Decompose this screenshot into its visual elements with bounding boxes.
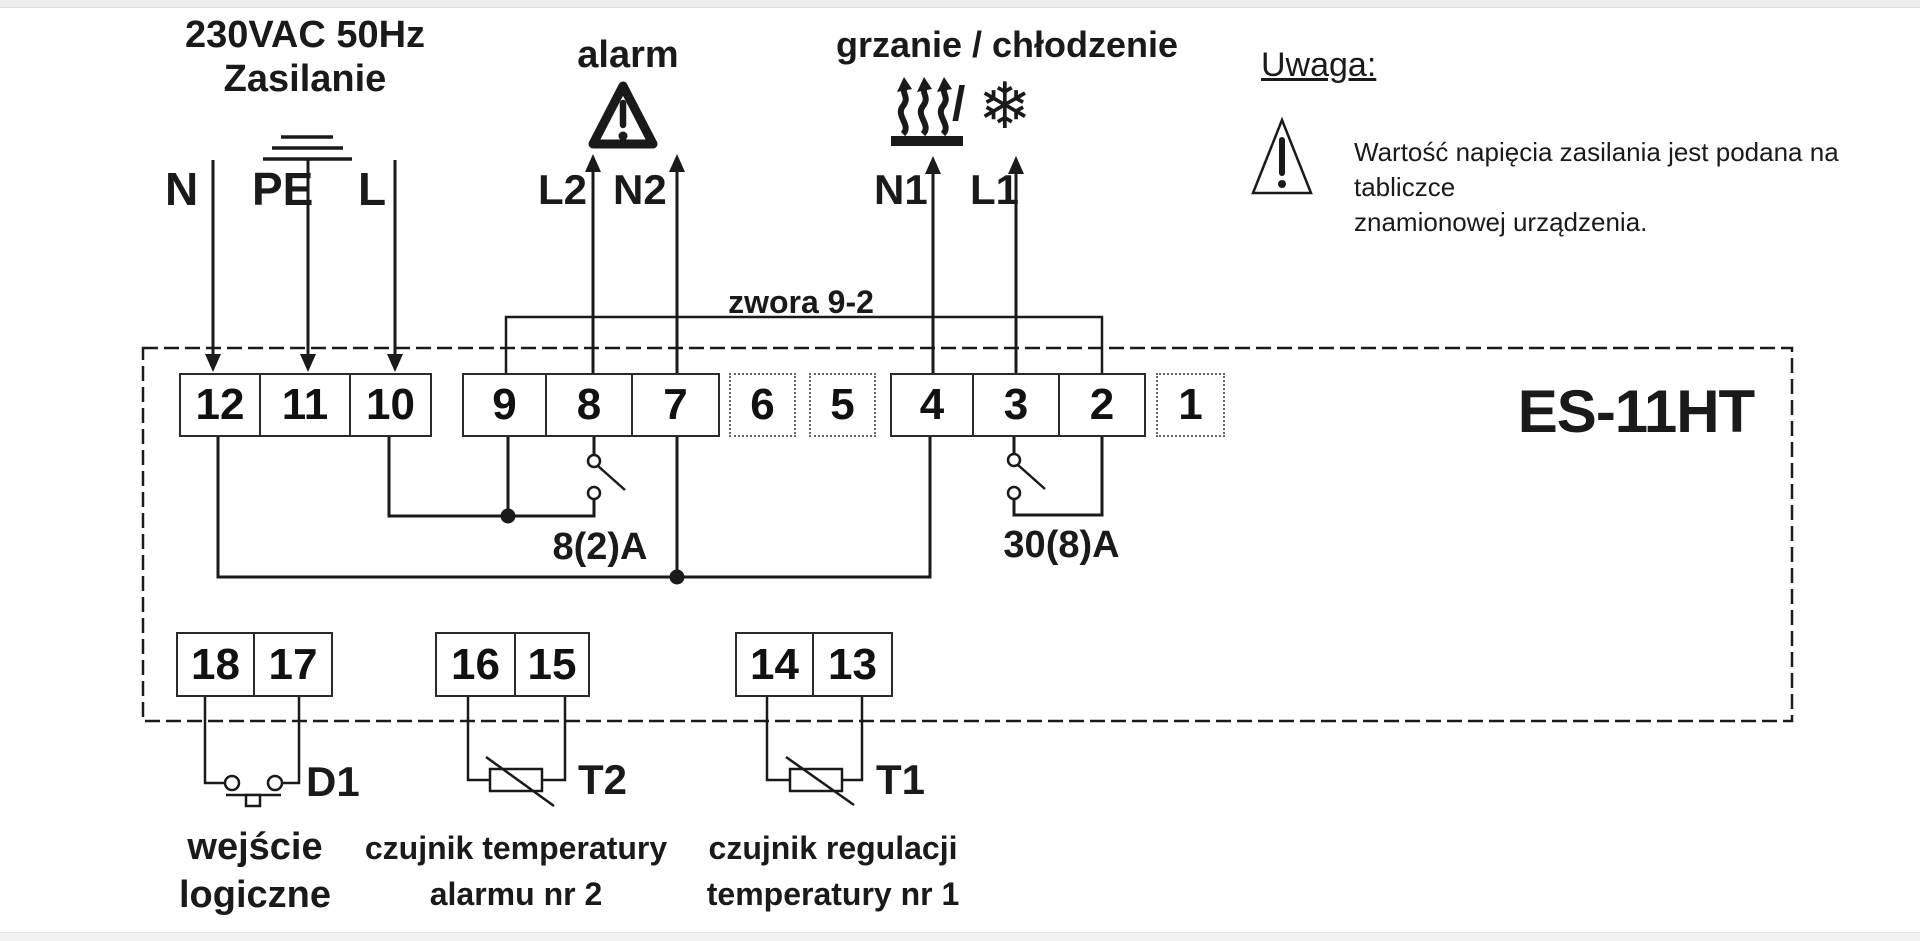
terminal-8-number: 8 bbox=[576, 380, 602, 429]
push-button-icon bbox=[225, 776, 282, 806]
terminal-18 bbox=[176, 632, 255, 697]
label-n2: N2 bbox=[613, 166, 667, 213]
terminal-5-number: 5 bbox=[830, 380, 855, 429]
terminal-6 bbox=[729, 373, 796, 437]
alarm-warning-icon bbox=[593, 86, 653, 144]
terminal-2-number: 2 bbox=[1089, 380, 1115, 429]
terminal-18-number: 18 bbox=[191, 639, 240, 689]
label-l1: L1 bbox=[970, 166, 1020, 213]
terminal-13-number: 13 bbox=[828, 639, 877, 689]
terminal-10 bbox=[349, 373, 432, 437]
terminal-7 bbox=[631, 373, 720, 437]
terminal-10-number: 10 bbox=[366, 380, 415, 429]
snowflake-icon: ❄ bbox=[978, 70, 1032, 142]
terminal-16 bbox=[435, 632, 516, 697]
logic-input-caption-line2: logiczne bbox=[178, 874, 332, 916]
alarm-relay-rating: 8(2)A bbox=[552, 526, 648, 568]
terminal-14 bbox=[735, 632, 814, 697]
power-title-line1: 230VAC 50Hz bbox=[184, 14, 426, 56]
terminal-15-number: 15 bbox=[527, 639, 577, 689]
alarm-sensor-wiring bbox=[468, 697, 565, 780]
tag-t2: T2 bbox=[578, 756, 628, 803]
terminal-16-number: 16 bbox=[451, 639, 500, 689]
thermistor-t2-icon bbox=[486, 757, 554, 806]
terminal-9 bbox=[462, 373, 547, 437]
note-title: Uwaga: bbox=[1261, 46, 1377, 84]
terminal-8 bbox=[545, 373, 633, 437]
device-model: ES-11HT bbox=[1517, 378, 1755, 445]
terminal-11 bbox=[259, 373, 351, 437]
terminal-11-number: 11 bbox=[281, 380, 329, 429]
terminal-17 bbox=[253, 632, 333, 697]
alarm-sensor-caption-line2: alarmu nr 2 bbox=[429, 876, 603, 912]
terminal-9-number: 9 bbox=[492, 380, 517, 429]
terminal-12 bbox=[179, 373, 261, 437]
heating-relay-contact bbox=[1008, 454, 1045, 499]
terminal-1 bbox=[1156, 373, 1225, 437]
power-arrowheads bbox=[205, 354, 403, 372]
jumper-label: zwora 9-2 bbox=[728, 284, 874, 320]
note-line3: znamionowej urządzenia. bbox=[1354, 207, 1648, 237]
terminal-1-number: 1 bbox=[1178, 380, 1203, 429]
power-title-line2: Zasilanie bbox=[223, 58, 387, 100]
terminal-17-number: 17 bbox=[268, 639, 318, 689]
terminal-2 bbox=[1058, 373, 1146, 437]
alarm-sensor-caption-line1: czujnik temperatury bbox=[364, 830, 668, 866]
terminal-5 bbox=[809, 373, 876, 437]
earth-icon bbox=[263, 137, 352, 159]
logic-input-wiring bbox=[205, 697, 299, 795]
jumper-wire-9-2 bbox=[506, 317, 1102, 373]
alarm-title: alarm bbox=[577, 34, 679, 76]
label-l: L bbox=[358, 163, 387, 215]
heating-relay-rating: 30(8)A bbox=[1003, 524, 1120, 566]
label-l2: L2 bbox=[538, 166, 588, 213]
terminal-15 bbox=[514, 632, 590, 697]
terminal-7-number: 7 bbox=[663, 380, 688, 429]
terminal-13 bbox=[812, 632, 893, 697]
logic-input-caption-line1: wejście bbox=[187, 826, 323, 868]
terminal-14-number: 14 bbox=[750, 639, 799, 689]
heating-slash: / bbox=[952, 78, 966, 131]
tag-t1: T1 bbox=[876, 756, 926, 803]
note-line2: tabliczce bbox=[1354, 172, 1456, 202]
terminal-12-number: 12 bbox=[195, 380, 245, 429]
terminal-4-number: 4 bbox=[919, 380, 945, 429]
label-n1: N1 bbox=[874, 166, 928, 213]
note-warning-icon bbox=[1253, 120, 1311, 193]
tag-d1: D1 bbox=[306, 758, 360, 805]
alarm-relay-contact bbox=[588, 455, 625, 499]
label-n: N bbox=[165, 163, 199, 215]
terminal-3-number: 3 bbox=[1003, 380, 1029, 429]
control-sensor-wiring bbox=[767, 697, 862, 780]
terminal-3 bbox=[972, 373, 1060, 437]
control-sensor-caption-line2: temperatury nr 1 bbox=[706, 876, 960, 912]
label-pe: PE bbox=[252, 163, 314, 215]
terminal-4 bbox=[890, 373, 974, 437]
control-sensor-caption-line1: czujnik regulacji bbox=[708, 830, 958, 866]
note-line1: Wartość napięcia zasilania jest podana na bbox=[1354, 137, 1839, 167]
terminal-6-number: 6 bbox=[750, 380, 775, 429]
heating-title: grzanie / chłodzenie bbox=[835, 24, 1179, 65]
internal-wiring bbox=[218, 437, 1102, 577]
